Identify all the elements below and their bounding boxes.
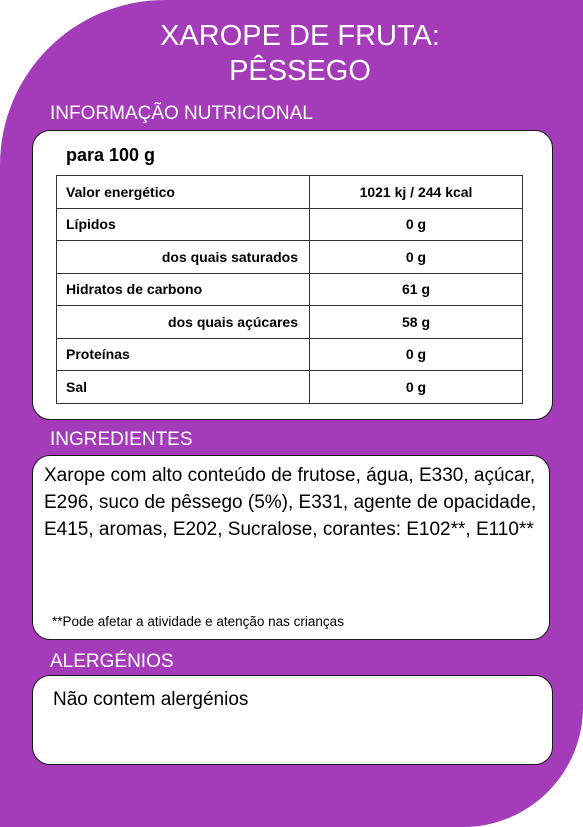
product-title-line1: XAROPE DE FRUTA: xyxy=(160,20,440,52)
nutrient-name: Sal xyxy=(57,371,310,404)
table-row xyxy=(57,273,523,306)
nutrition-heading: INFORMAÇÃO NUTRICIONAL xyxy=(50,103,313,124)
nutrient-name: Lípidos xyxy=(57,208,310,241)
nutrient-name: dos quais saturados xyxy=(57,241,310,274)
allergens-heading: ALERGÉNIOS xyxy=(50,651,174,672)
allergens-text: Não contem alergénios xyxy=(53,689,249,710)
table-row xyxy=(57,241,523,274)
nutrient-value: 0 g xyxy=(310,338,523,371)
table-row xyxy=(57,371,523,404)
nutrient-name: Hidratos de carbono xyxy=(57,273,310,306)
nutrient-value: 58 g xyxy=(310,306,523,339)
nutrient-value: 0 g xyxy=(310,241,523,274)
ingredients-footnote: **Pode afetar a atividade e atenção nas crianças xyxy=(52,614,344,629)
per-amount-label: para 100 g xyxy=(66,145,156,165)
nutrient-name: Proteínas xyxy=(57,338,310,371)
table-row xyxy=(57,338,523,371)
nutrient-name: dos quais açúcares xyxy=(57,306,310,339)
table-row xyxy=(57,208,523,241)
nutrition-table xyxy=(56,175,523,404)
allergens-box xyxy=(32,675,553,765)
table-row xyxy=(57,176,523,209)
ingredients-heading: INGREDIENTES xyxy=(50,429,193,450)
nutrient-name: Valor energético xyxy=(57,176,310,209)
ingredients-text: Xarope com alto conteúdo de frutose, água, E330, açúcar, E296, suco de pêssego (5%), E331, agente de opacidade, E415, aromas, E202, Sucralose, corantes: E102**, E110** xyxy=(44,465,537,540)
ingredients-box xyxy=(32,455,550,640)
nutrient-value: 0 g xyxy=(310,208,523,241)
nutrient-value: 61 g xyxy=(310,273,523,306)
table-row xyxy=(57,306,523,339)
nutrition-box xyxy=(32,130,553,420)
nutrient-value: 1021 kj / 244 kcal xyxy=(310,176,523,209)
nutrient-value: 0 g xyxy=(310,371,523,404)
product-title-line2: PÊSSEGO xyxy=(229,55,371,87)
